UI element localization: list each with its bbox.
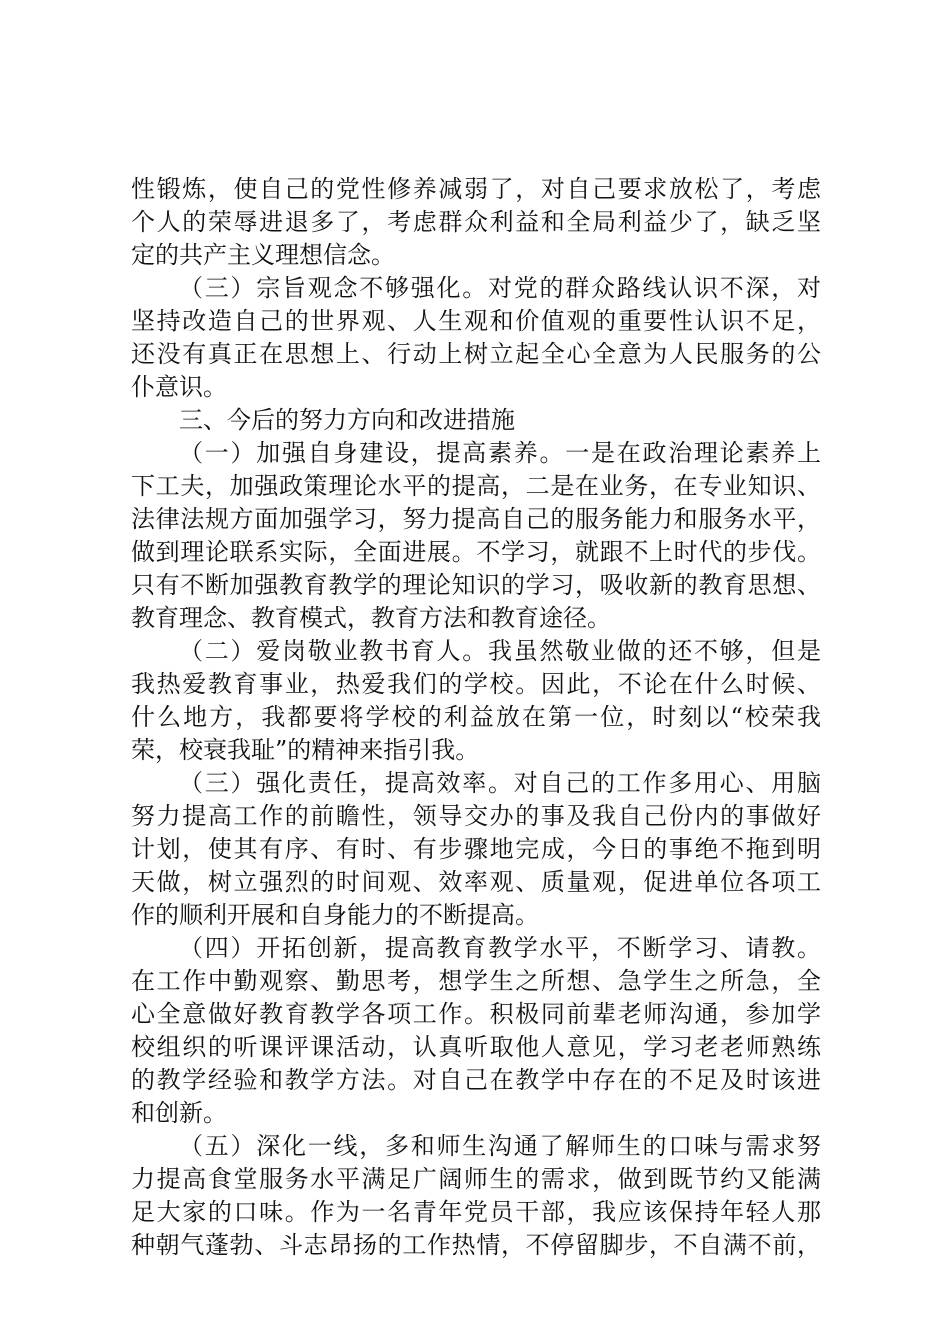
text-line: 足大家的口味。作为一名青年党员干部，我应该保持年轻人那: [131, 1198, 821, 1226]
text-line: （二）爱岗敬业教书育人。我虽然敬业做的还不够，但是: [179, 637, 821, 665]
text-line: 种朝气蓬勃、斗志昂扬的工作热情，不停留脚步，不自满不前，: [131, 1231, 821, 1259]
text-line: 只有不断加强教育教学的理论知识的学习，吸收新的教育思想、: [131, 571, 821, 599]
text-line: 计划，使其有序、有时、有步骤地完成，今日的事绝不拖到明: [131, 835, 821, 863]
text-line: 天做，树立强烈的时间观、效率观、质量观，促进单位各项工: [131, 868, 821, 896]
paragraph: [131, 404, 821, 437]
paragraph: [131, 1130, 821, 1262]
text-line: 我热爱教育事业，热爱我们的学校。因此，不论在什么时候、: [131, 670, 821, 698]
text-line: 坚持改造自己的世界观、人生观和价值观的重要性认识不足，: [131, 307, 821, 335]
text-line: 还没有真正在思想上、行动上树立起全心全意为人民服务的公: [131, 340, 821, 368]
text-line: （四）开拓创新，提高教育教学水平，不断学习、请教。: [179, 934, 821, 962]
paragraph: [131, 767, 821, 932]
paragraph: [131, 635, 821, 767]
paragraph: [131, 173, 821, 272]
text-line: 教育理念、教育模式，教育方法和教育途径。: [131, 604, 611, 632]
text-line: 做到理论联系实际，全面进展。不学习，就跟不上时代的步伐。: [131, 538, 821, 566]
text-line: 力提高食堂服务水平满足广阔师生的需求，做到既节约又能满: [131, 1165, 821, 1193]
paragraph: [131, 932, 821, 1130]
paragraph: [131, 437, 821, 635]
text-line: 什么地方，我都要将学校的利益放在第一位，时刻以“校荣我: [131, 703, 821, 731]
text-line: 和创新。: [131, 1099, 227, 1127]
text-line: 努力提高工作的前瞻性，领导交办的事及我自己份内的事做好: [131, 802, 821, 830]
text-line: 作的顺利开展和自身能力的不断提高。: [131, 901, 539, 929]
text-line: 的教学经验和教学方法。对自己在教学中存在的不足及时该进: [131, 1066, 821, 1094]
text-line: 三、今后的努力方向和改进措施: [179, 406, 515, 434]
document-body: [131, 173, 821, 1262]
paragraph: [131, 272, 821, 404]
text-line: 荣，校衰我耻”的精神来指引我。: [131, 736, 480, 764]
text-line: （三）强化责任，提高效率。对自己的工作多用心、用脑: [179, 769, 821, 797]
text-line: 性锻炼，使自己的党性修养减弱了，对自己要求放松了，考虑: [131, 175, 821, 203]
text-line: 定的共产主义理想信念。: [131, 241, 395, 269]
text-line: 法律法规方面加强学习，努力提高自己的服务能力和服务水平，: [131, 505, 821, 533]
text-line: （五）深化一线，多和师生沟通了解师生的口味与需求努: [179, 1132, 821, 1160]
text-line: 下工夫，加强政策理论水平的提高，二是在业务，在专业知识、: [131, 472, 821, 500]
text-line: 在工作中勤观察、勤思考，想学生之所想、急学生之所急，全: [131, 967, 821, 995]
text-line: 心全意做好教育教学各项工作。积极同前辈老师沟通，参加学: [131, 1000, 821, 1028]
text-line: 校组织的听课评课活动，认真听取他人意见，学习老老师熟练: [131, 1033, 821, 1061]
text-line: （三）宗旨观念不够强化。对党的群众路线认识不深，对: [179, 274, 821, 302]
text-line: 仆意识。: [131, 373, 227, 401]
text-line: 个人的荣辱进退多了，考虑群众利益和全局利益少了，缺乏坚: [131, 208, 821, 236]
text-line: （一）加强自身建设，提高素养。一是在政治理论素养上: [179, 439, 821, 467]
